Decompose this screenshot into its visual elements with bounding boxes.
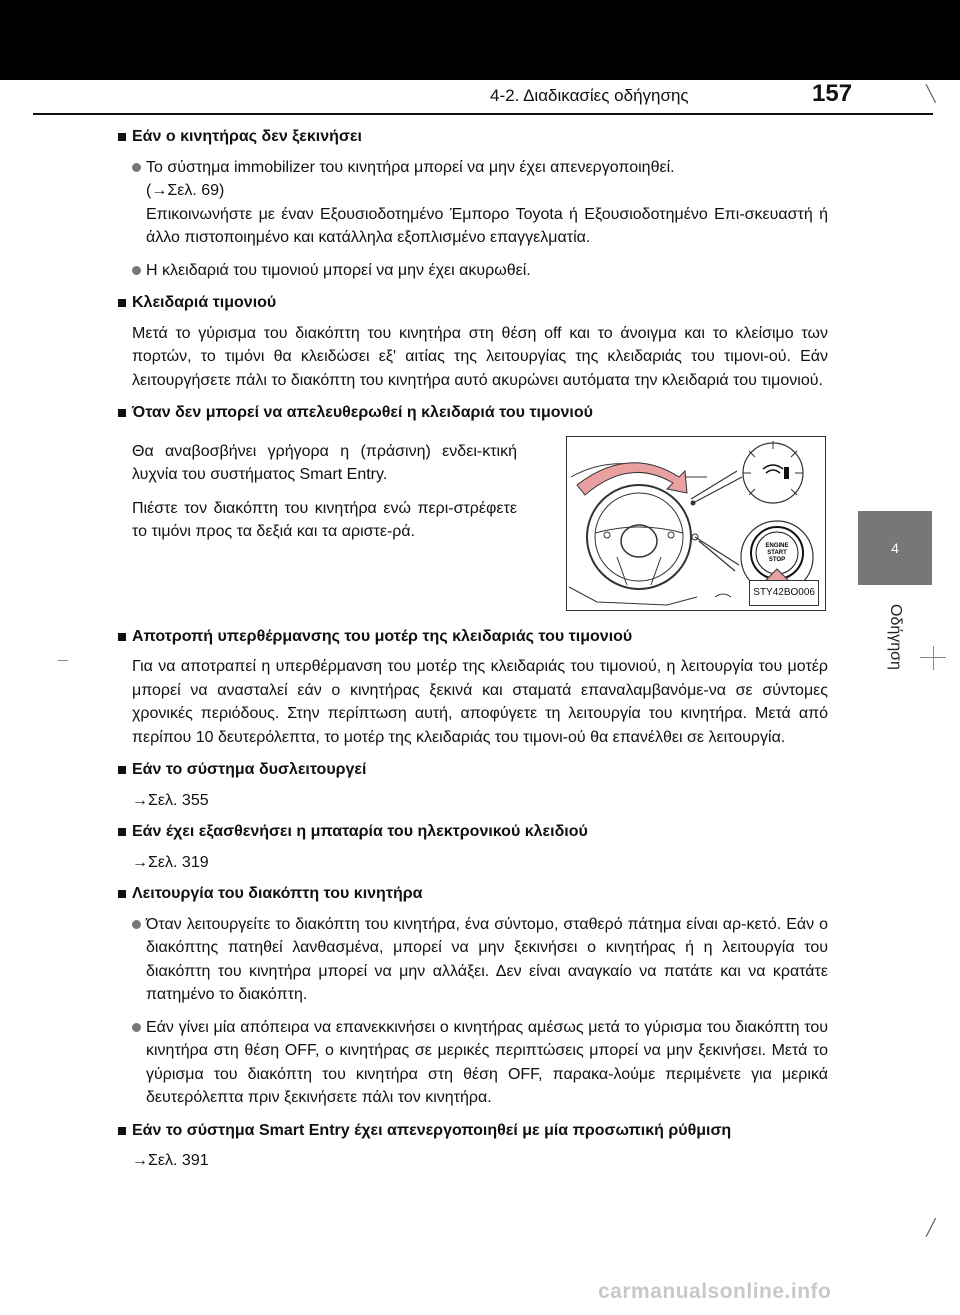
steering-wheel-illustration <box>566 436 826 611</box>
section-heading: Λειτουργία του διακόπτη του κινητήρα <box>118 882 828 906</box>
section-heading: Εάν το σύστημα Smart Entry έχει απενεργοποιηθεί με μία προσωπική ρύθμιση <box>118 1119 828 1143</box>
paragraph: Μετά το γύρισμα του διακόπτη του κινητήρα στη θέση off και το άνοιγμα και το κλείσιμο των πορτών, το τιμόνι θα κλειδώσει εξ' αιτίας της λειτουργίας της κλειδαριάς του τιμονι-ού. Εάν λειτουργήσετε πάλι το διακόπτη του κινητήρα αυτό ακυρώνει αυτόματα την κλειδαριά του τιμονιού. <box>132 324 828 389</box>
button-text-2: START <box>767 549 787 556</box>
paragraph: Πιέστε τον διακόπτη του κινητήρα ενώ περι-στρέφετε το τιμόνι προς τα δεξιά και τα αριστε-ρά. <box>132 499 517 540</box>
bullet-text: Το σύστημα immobilizer του κινητήρα μπορεί να μην έχει απενεργοποιηθεί. <box>146 158 675 176</box>
section-heading: Κλειδαριά τιμονιού <box>118 291 828 315</box>
section-heading: Αποτροπή υπερθέρμανσης του μοτέρ της κλειδαριάς του τιμονιού <box>118 625 828 649</box>
crop-mark-left <box>58 660 68 661</box>
crop-mark-top-right: ╲ <box>926 84 936 103</box>
bullet-item: Εάν γίνει μία απόπειρα να επανεκκινήσει ο κινητήρας αμέσως μετά το γύρισμα του διακόπτη του κινητήρα στη θέση OFF, ο κινητήρας σε μερικές περιπτώσεις μπορεί να μην ξεκινήσει. Μετά το γύρισμα του διακόπτη του κινητήρα στη θέση OFF, παρακα-λούμε περιμένετε για μερικά δευτερόλεπτα πριν ξεκινήσετε πάλι τον κινητήρα. <box>132 1016 828 1110</box>
page-reference: →Σελ. 355 <box>132 791 209 809</box>
bullet-item: Η κλειδαριά του τιμονιού μπορεί να μην έχει ακυρωθεί. <box>132 259 828 283</box>
page-reference: →Σελ. 319 <box>132 853 209 871</box>
button-text-1: ENGINE <box>765 542 789 549</box>
header-rule <box>33 113 933 115</box>
section-header: 4-2. Διαδικασίες οδήγησης <box>490 86 689 105</box>
page-reference: (→Σελ. 69) <box>146 182 225 199</box>
page-number: 157 <box>812 80 853 107</box>
bullet-item: Όταν λειτουργείτε το διακόπτη του κινητήρα, ένα σύντομο, σταθερό πάτημα είναι αρ-κετό. Εάν ο διακόπτης πατηθεί λανθασμένα, μπορεί να μην ξεκινήσει ο κινητήρας ή η λειτουργία του διακόπτη του κινητήρα μπορεί να μην αλλάξει. Δεν είναι αναγκαίο να πατάτε και να κρατάτε πατημένο το διακόπτη. <box>132 913 828 1007</box>
chapter-tab: 4 <box>858 511 932 585</box>
bullet-text: Επικοινωνήστε με έναν Εξουσιοδοτημένο Έμπορο Toyota ή Εξουσιοδοτημένο Επι-σκευαστή ή άλλο πιστοποιημένο και κατάλληλα εξοπλισμένο επαγγελματία. <box>146 205 828 246</box>
watermark: carmanualsonline.info <box>598 1280 832 1303</box>
bullet-item <box>132 156 828 250</box>
figure-caption-text <box>132 432 517 611</box>
button-text-3: STOP <box>768 556 786 563</box>
section-heading: Εάν ο κινητήρας δεν ξεκινήσει <box>118 125 828 149</box>
section-heading: Εάν το σύστημα δυσλειτουργεί <box>118 758 828 782</box>
indicator-callout <box>743 443 803 503</box>
section-heading: Όταν δεν μπορεί να απελευθερωθεί η κλειδαριά του τιμονιού <box>118 401 828 425</box>
figure-row <box>132 432 828 611</box>
figure-code: STY42BO006 <box>749 580 819 606</box>
paragraph: Θα αναβοσβήνει γρήγορα η (πράσινη) ενδει-κτική λυχνία του συστήματος Smart Entry. <box>132 442 517 483</box>
paragraph: Για να αποτραπεί η υπερθέρμανση του μοτέρ της κλειδαριάς του τιμονιού, η λειτουργία του μοτέρ μπορεί να ανασταλεί εάν ο κινητήρας ξεκινά και σταματά επαναλαμβανόμε-να σε σύντομες χρονικές περιόδους. Στην περίπτωση αυτή, αποφύγετε τη λειτουργία του κινητήρα. Μετά από περίπου 10 δευτερόλεπτα, το μοτέρ της κλειδαριάς του τιμονι-ού θα επανέλθει σε λειτουργία. <box>132 658 828 746</box>
top-black-bar <box>0 0 960 80</box>
chapter-label: Οδήγηση <box>887 604 904 670</box>
crop-mark-bottom-right: ╱ <box>926 1218 936 1237</box>
page-content <box>132 125 828 1181</box>
section-heading: Εάν έχει εξασθενήσει η μπαταρία του ηλεκτρονικού κλειδιού <box>118 820 828 844</box>
page-reference: →Σελ. 391 <box>132 1152 209 1169</box>
